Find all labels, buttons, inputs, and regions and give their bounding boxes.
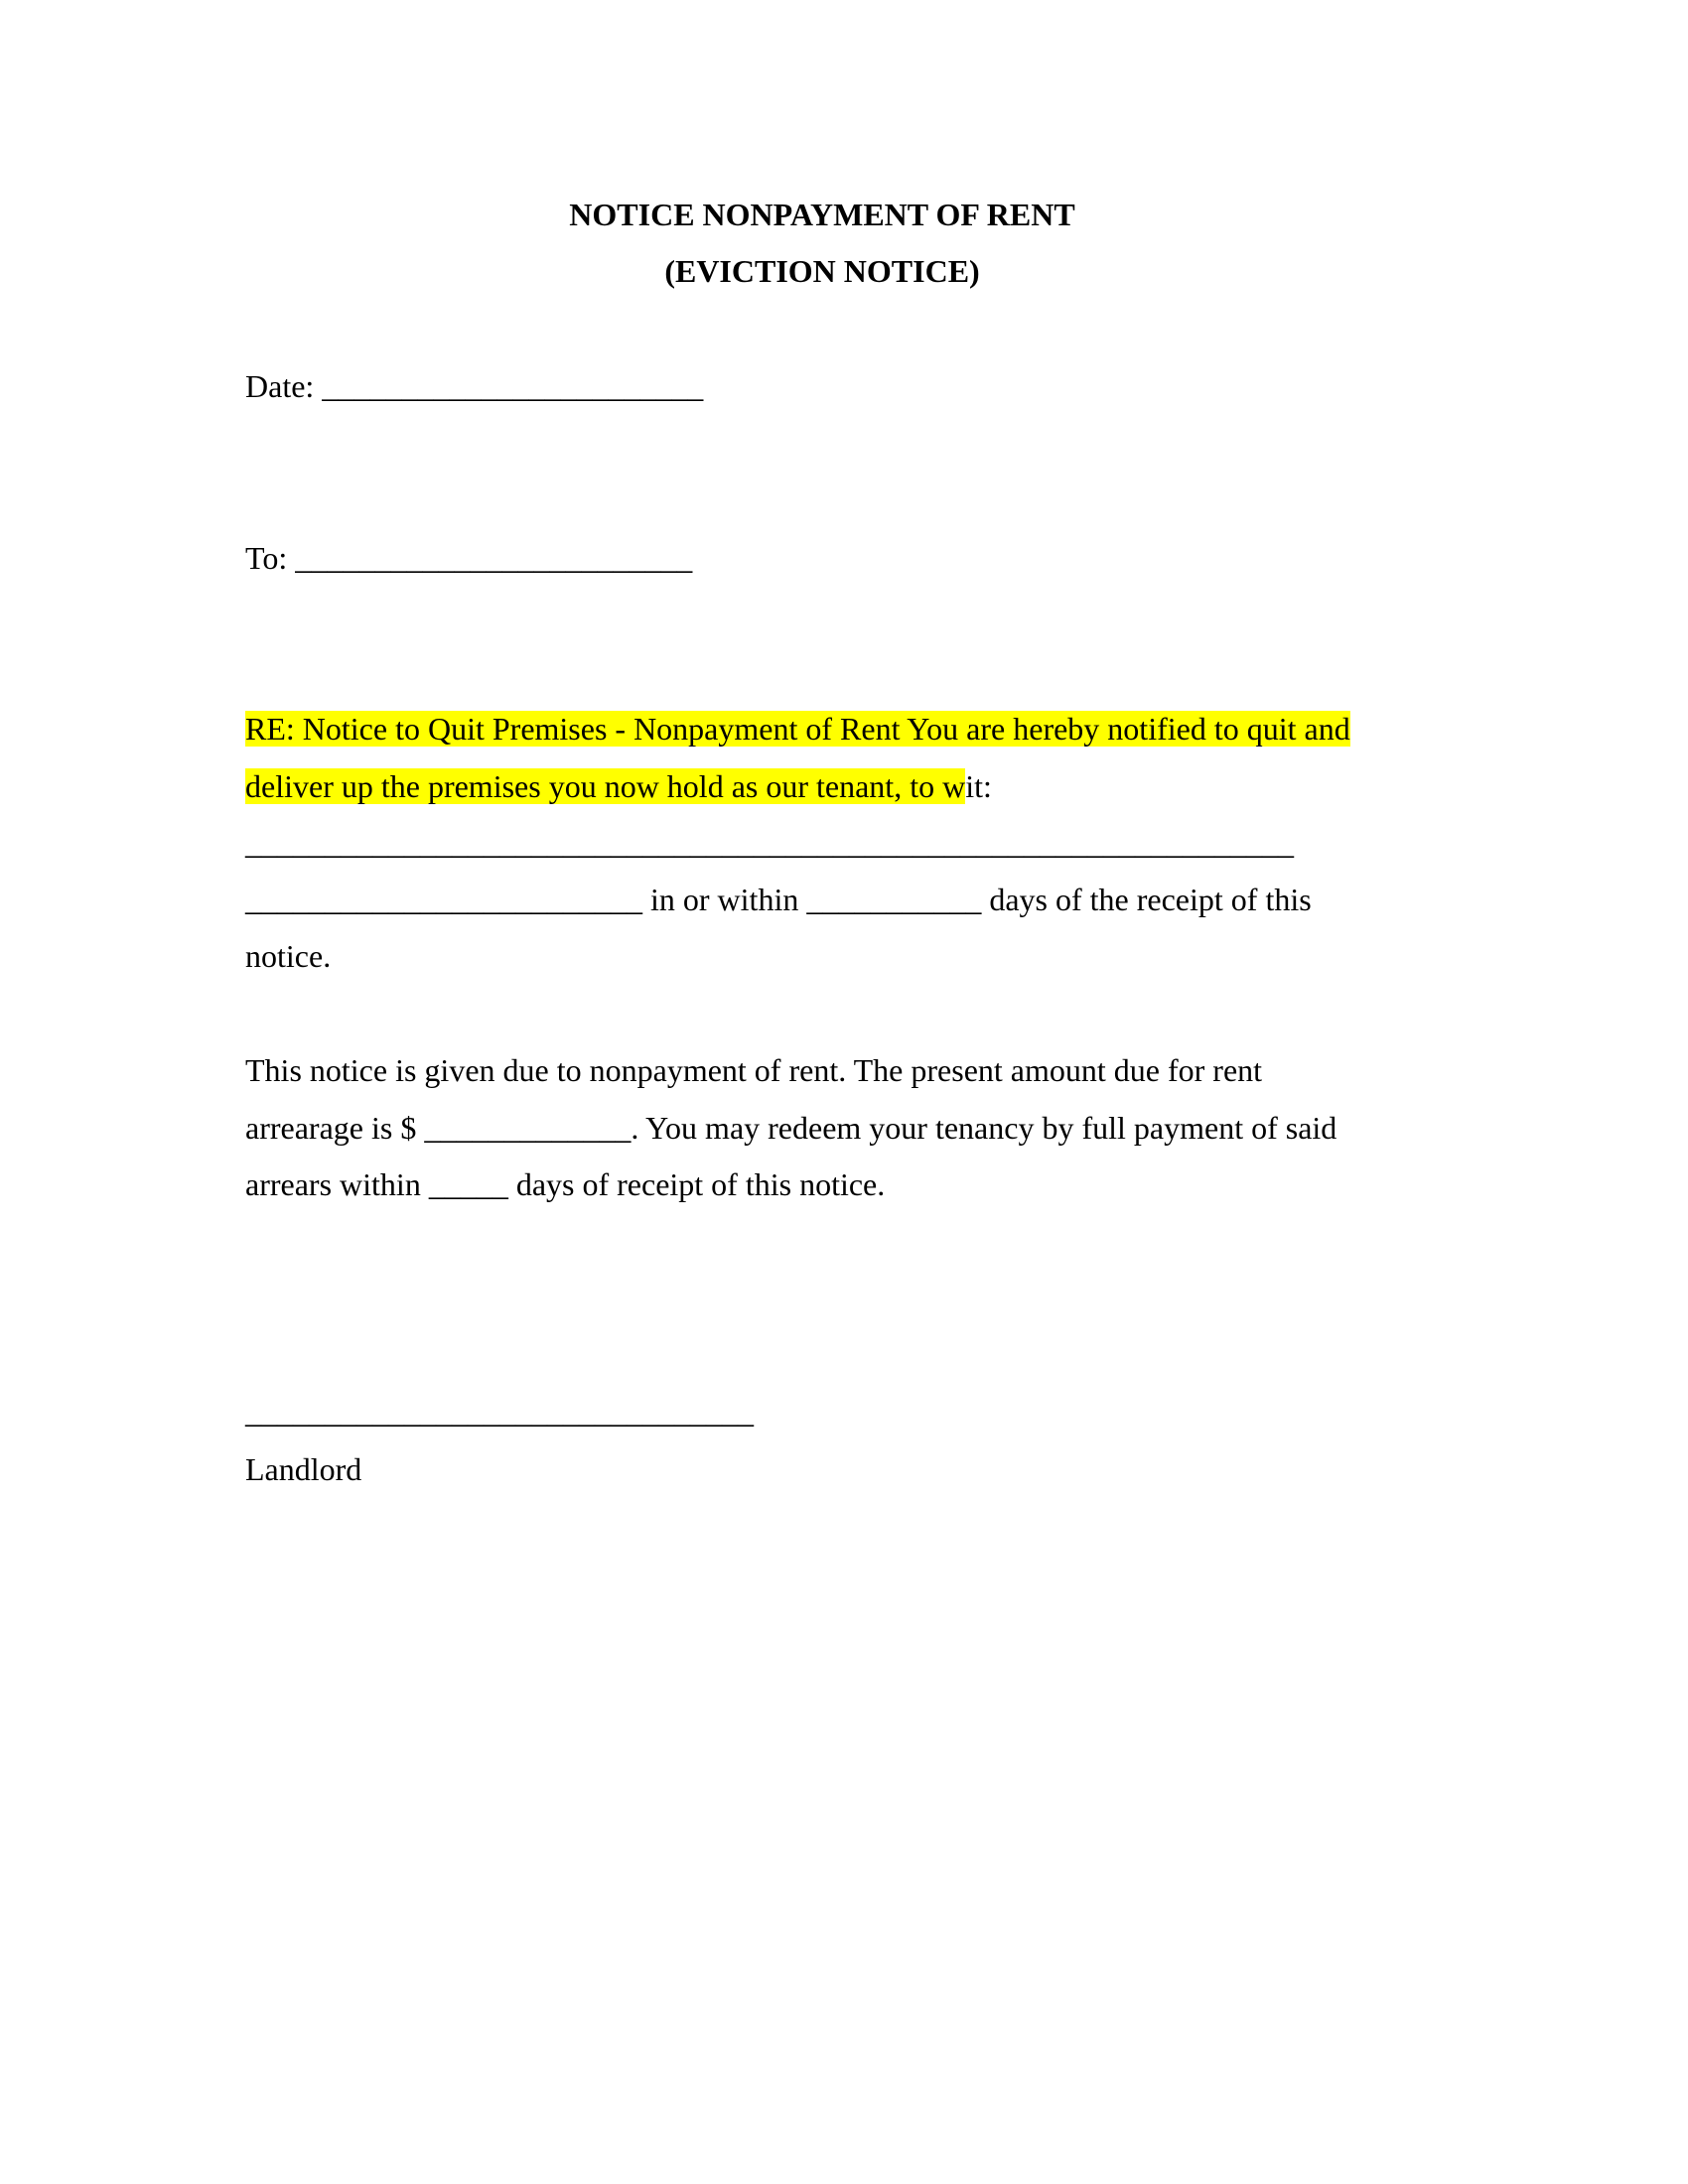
to-field: To: _________________________ xyxy=(245,540,693,576)
notice-end: notice. xyxy=(245,938,332,974)
re-line-2-rest: it: xyxy=(965,768,992,804)
re-line-2-highlight: deliver up the premises you now hold as our tenant, to w xyxy=(245,768,966,804)
date-field: Date: ________________________ xyxy=(245,368,704,404)
payment-line-1: This notice is given due to nonpayment of rent. The present amount due for rent xyxy=(245,1052,1263,1088)
signature-label: Landlord xyxy=(245,1451,362,1487)
re-line-1 xyxy=(245,709,1350,749)
re-line-1-highlight: RE: Notice to Quit Premises - Nonpayment of Rent You are hereby notified to quit and xyxy=(245,711,1350,747)
payment-line-3: arrears within _____ days of receipt of this notice. xyxy=(245,1166,886,1202)
document-subtitle: (EVICTION NOTICE) xyxy=(664,253,980,289)
document-title: NOTICE NONPAYMENT OF RENT xyxy=(569,197,1075,232)
premises-blank: __________________________________________________________________ xyxy=(245,825,1294,861)
re-line-2 xyxy=(245,766,992,806)
within-days-line: _________________________ in or within ___________ days of the receipt of this xyxy=(245,882,1312,917)
payment-line-2: arrearage is $ _____________. You may redeem your tenancy by full payment of said xyxy=(245,1110,1337,1146)
signature-line: ________________________________ xyxy=(245,1394,754,1430)
